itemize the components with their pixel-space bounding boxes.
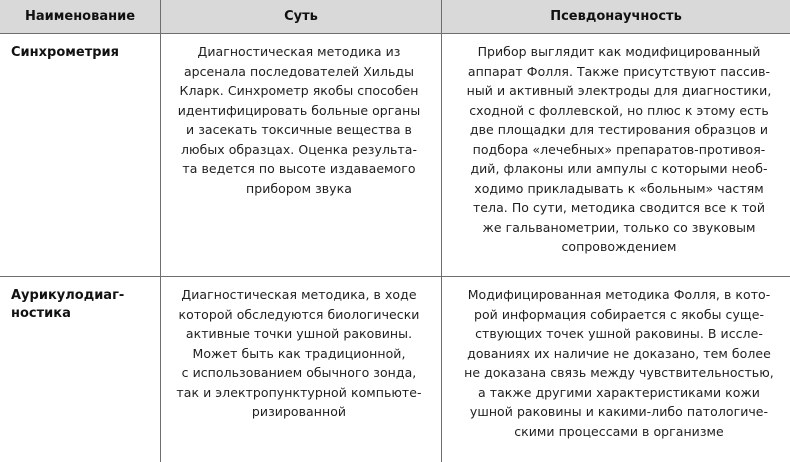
pseudo-line: две площадки для тестирования образцов и <box>469 122 769 137</box>
essence-line: Может быть как традиционной, <box>192 345 406 361</box>
pseudo-line: скими процессами в организме <box>514 423 724 439</box>
essence-line: которой обследуются биологически <box>178 306 420 322</box>
header-essence: Суть <box>160 0 441 33</box>
pseudo-line: сопровождением <box>561 239 677 254</box>
row-pseudoscience-cell <box>441 277 790 462</box>
pseudo-line: подбора «лечебных» препаратов-противоя- <box>472 141 766 157</box>
row-name-cell <box>0 277 160 462</box>
pseudo-line: же гальванометрии, только со звуковым <box>482 219 756 235</box>
pseudoscience-text <box>442 277 790 441</box>
essence-line: Кларк. Синхрометр якобы способен <box>179 83 419 98</box>
header-name: Наименование <box>24 9 136 24</box>
essence-text <box>161 277 441 422</box>
essence-line: и засекать токсичные вещества в <box>186 122 412 137</box>
row-essence-cell <box>160 34 441 276</box>
pseudo-line: дованиях их наличие не доказано, тем более <box>467 345 771 361</box>
pseudo-line: аппарат Фолля. Также присутствуют пассив- <box>467 63 771 79</box>
essence-line: та ведется по высоте издаваемого <box>182 161 416 176</box>
essence-line: ризированной <box>251 404 347 419</box>
essence-line: активные точки ушной раковины. <box>185 326 413 341</box>
essence-line: идентифицировать больные органы <box>177 102 421 118</box>
pseudo-line: дий, флаконы или ампулы с которыми необ- <box>470 161 768 176</box>
essence-line: Диагностическая методика, в ходе <box>181 287 417 302</box>
pseudo-line: а также другими характеристиками кожи <box>478 384 760 400</box>
pseudo-line: Модифицированная методика Фолля, в кото- <box>467 287 771 302</box>
row-pseudoscience-cell <box>441 34 790 276</box>
pseudo-line: ушной раковины и какими-либо патологиче- <box>469 404 769 419</box>
name-line: Синхрометрия <box>11 45 119 60</box>
essence-line: арсенала последователей Хильды <box>183 63 415 79</box>
table-header-row <box>0 0 790 34</box>
row-essence-cell <box>160 277 441 462</box>
essence-text <box>161 34 441 198</box>
table-row <box>0 34 790 277</box>
pseudo-line: не доказана связь между чувствительностью, <box>464 365 774 380</box>
pseudo-line: сходной с фоллевской, но плюс к этому есть <box>469 102 769 118</box>
pseudo-line: ный и активный электроды для диагностики, <box>466 83 772 98</box>
pseudo-line: рой информация собирается с якобы суще- <box>473 306 765 322</box>
essence-line: прибором звука <box>246 180 352 196</box>
essence-line: любых образцах. Оценка результа- <box>180 141 418 157</box>
pseudo-line: ходимо прикладывать к «больным» частям <box>474 180 764 196</box>
name-line: ностика <box>11 306 71 321</box>
essence-line: с использованием обычного зонда, <box>181 365 417 380</box>
essence-line: Диагностическая методика из <box>197 44 401 59</box>
pseudo-line: ствующих точек ушной раковины. В иссле- <box>475 326 763 341</box>
essence-line: так и электропунктурной компьюте- <box>176 384 422 400</box>
row-name-cell <box>0 34 160 276</box>
pseudo-line: тела. По сути, методика сводится все к той <box>472 200 766 215</box>
name-line: Аурикулодиаг- <box>11 288 125 303</box>
pseudo-line: Прибор выглядит как модифицированный <box>477 44 761 59</box>
table-row <box>0 277 790 462</box>
pseudoscience-text <box>442 34 790 257</box>
header-pseudoscience: Псевдонаучность <box>441 0 790 33</box>
